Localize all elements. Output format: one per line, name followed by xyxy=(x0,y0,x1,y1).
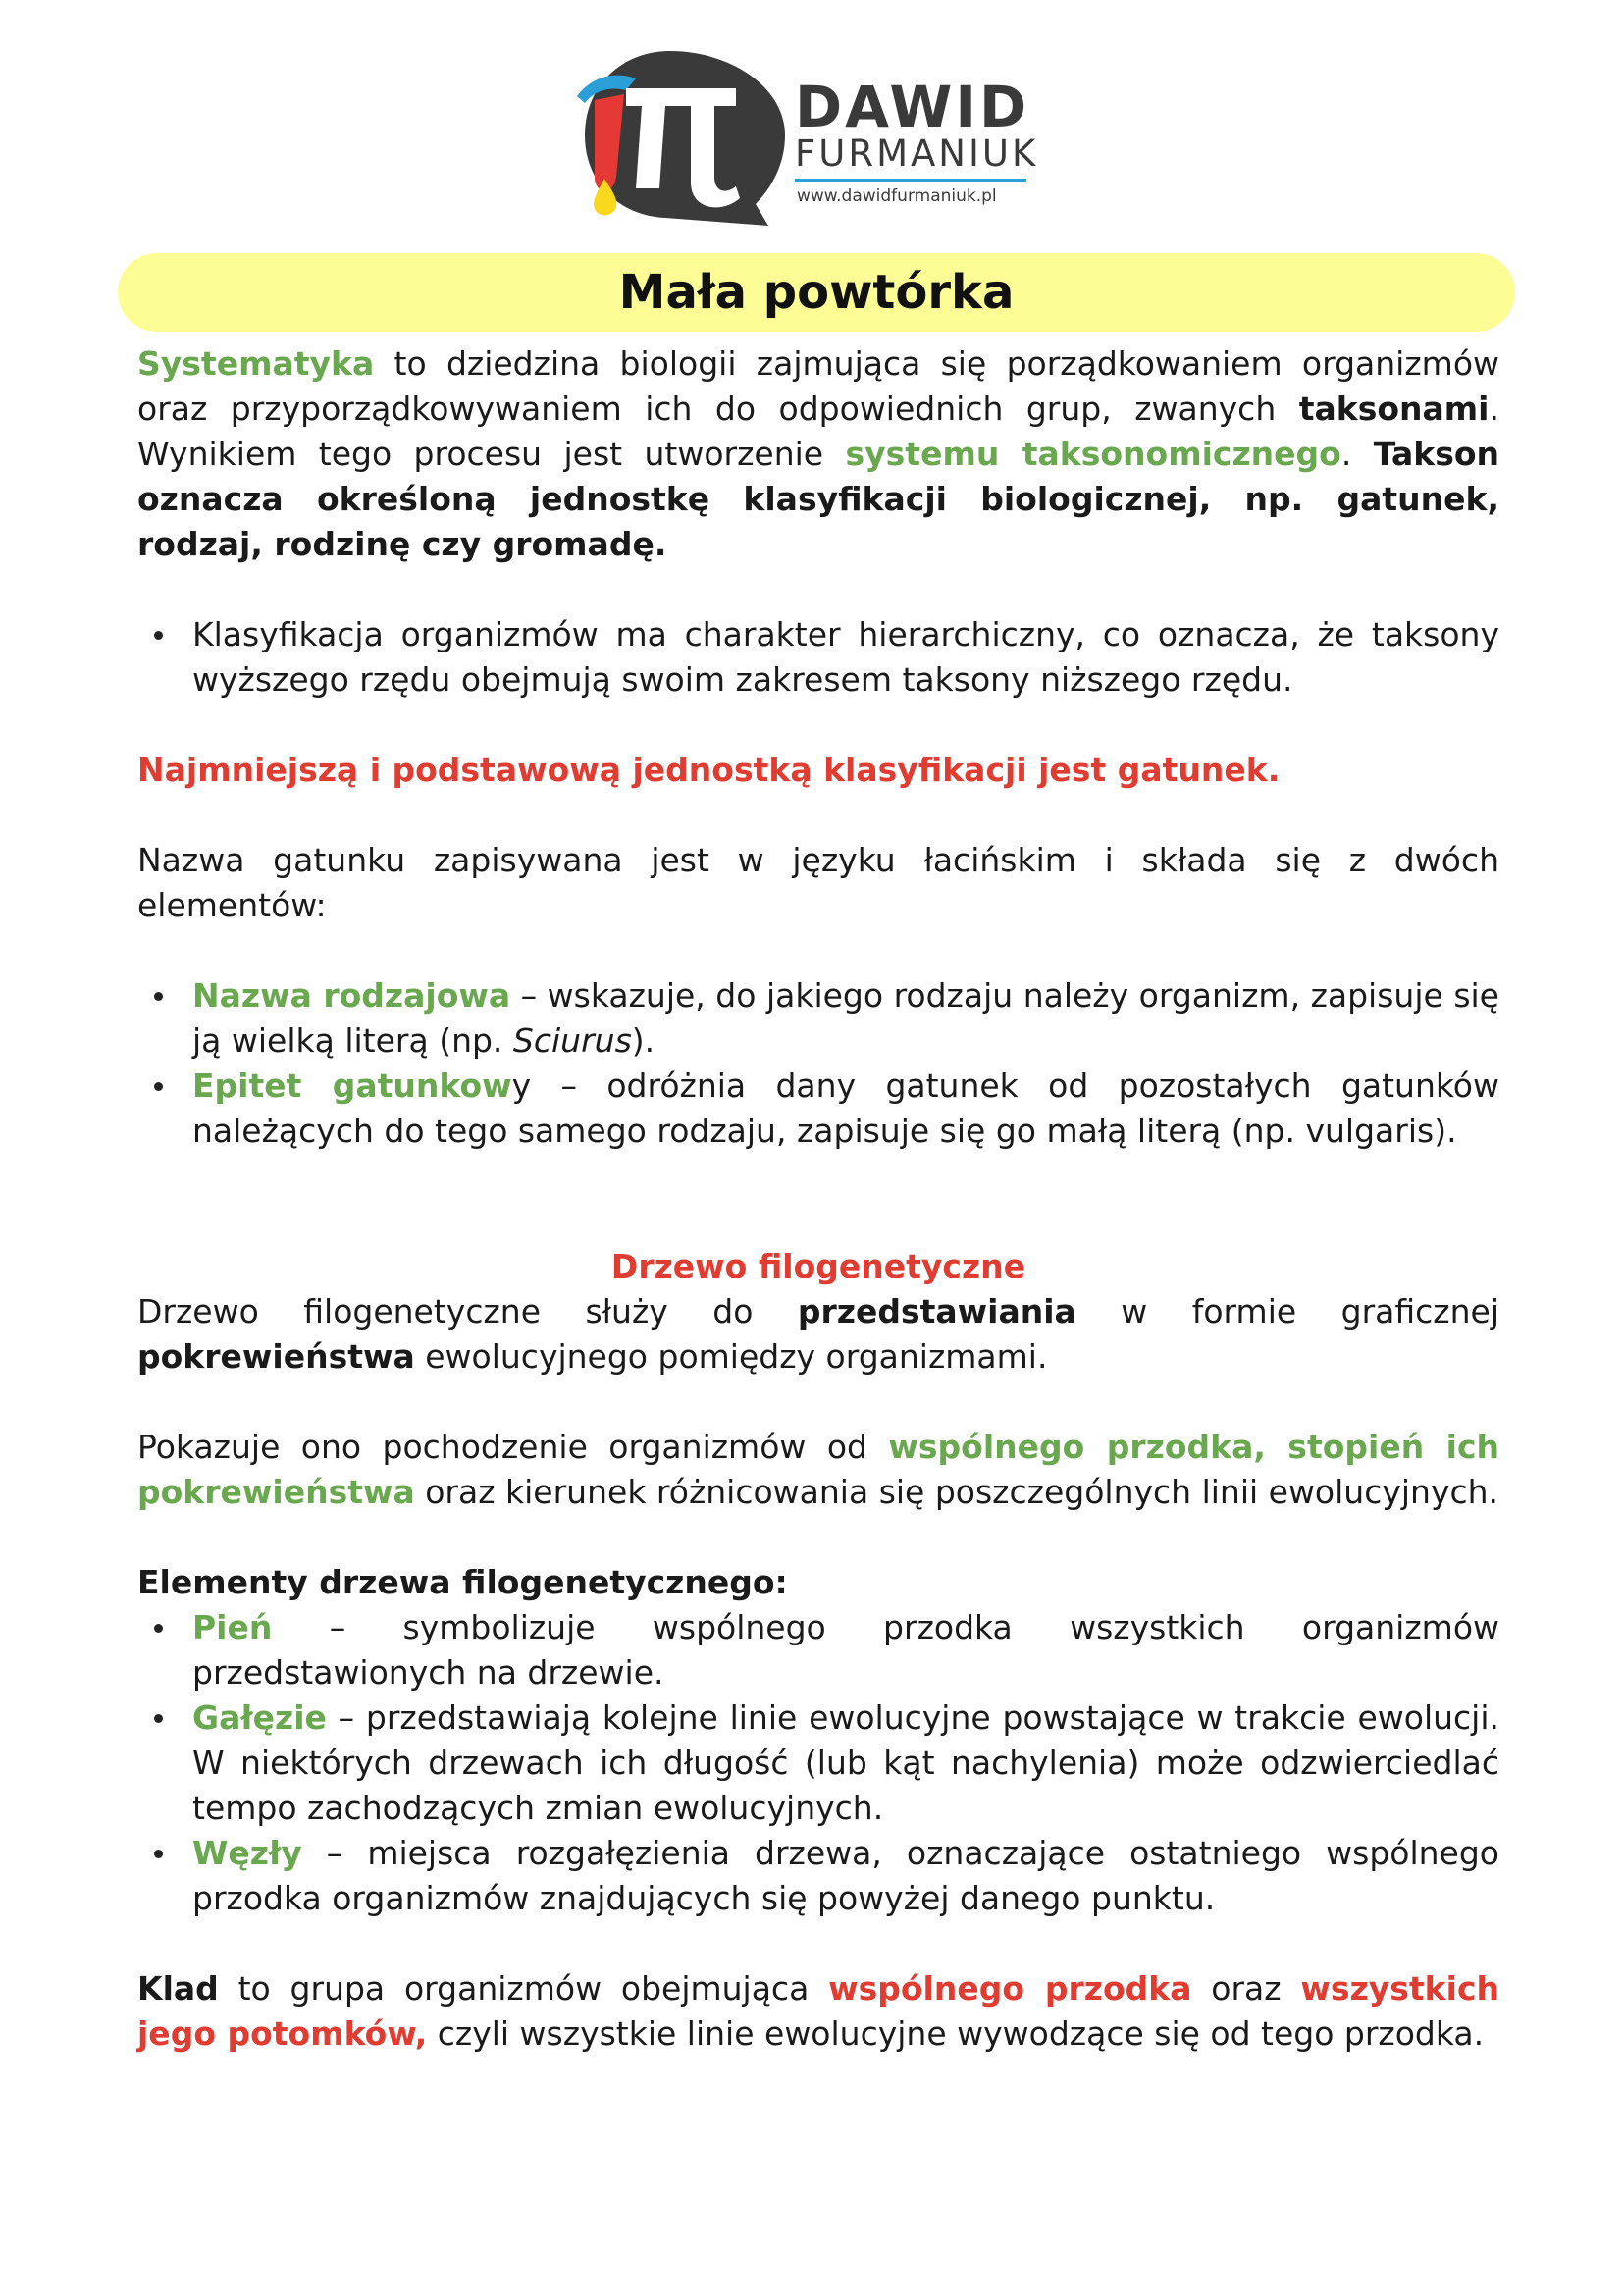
term-pien: Pień xyxy=(192,1608,273,1646)
name-parts-list xyxy=(137,973,1499,1154)
tree-paragraph-1 xyxy=(137,1289,1499,1380)
tree-p2-text-2: oraz kierunek różnicowania się poszczególnych linii ewolucyjnych. xyxy=(414,1473,1499,1511)
term-systematyka: Systematyka xyxy=(137,344,375,383)
term-taksonami: taksonami xyxy=(1298,390,1490,428)
term-pokrewienstwa: pokrewieństwa xyxy=(137,1337,415,1376)
epithet-text: y – odróżnia dany gatunek od pozostałych gatunków należących do tego samego rodzaju, zapisuje się go małą literą (np. vulgaris). xyxy=(192,1067,1499,1150)
clade-text-3: czyli wszystkie linie ewolucyjne wywodzące się od tego przodka. xyxy=(427,2014,1485,2053)
element-description: – miejsca rozgałęzienia drzewa, oznaczające ostatniego wspólnego przodka organizmów znajdujących się powyżej danego punktu. xyxy=(192,1834,1499,1917)
intro-text-2: . Wynikiem tego procesu jest utworzenie xyxy=(137,390,1499,473)
term-nazwa-rodzajowa: Nazwa rodzajowa xyxy=(192,976,511,1015)
brand-website: www.dawidfurmaniuk.pl xyxy=(797,186,997,206)
title-banner xyxy=(118,253,1515,332)
tree-paragraph-2 xyxy=(137,1425,1499,1515)
list-item xyxy=(137,1064,1499,1154)
genus-text-end: ). xyxy=(631,1021,655,1060)
elements-list xyxy=(137,1605,1499,1921)
list-item xyxy=(137,1831,1499,1921)
brand-divider xyxy=(795,179,1026,182)
term-wspolny-przodek: wspólnego przodka, stopień ich pokrewieństwa xyxy=(137,1428,1499,1511)
term-system-taksonomiczny: systemu taksonomicznego xyxy=(845,435,1341,473)
tree-heading: Drzewo filogenetyczne xyxy=(610,1247,1026,1285)
list-item xyxy=(137,1696,1499,1831)
term-klad: Klad xyxy=(137,1969,219,2008)
term-wspolnego-przodka: wspólnego przodka xyxy=(828,1969,1192,2008)
term-wszystkich-potomkow: wszystkich jego potomków, xyxy=(137,1969,1499,2053)
page-title: Mała powtórka xyxy=(618,265,1015,320)
intro-text-1: to dziedzina biologii zajmująca się porządkowaniem organizmów oraz przyporządkowywaniem ich do odpowiednich grup, zwanych xyxy=(137,344,1499,428)
species-statement: Najmniejszą i podstawową jednostką klasyfikacji jest gatunek. xyxy=(137,751,1281,789)
element-description: – przedstawiają kolejne linie ewolucyjne powstające w trakcie ewolucji. W niektórych drzewach ich długość (lub kąt nachylenia) może odzwierciedlać tempo zachodzących zmian ewolucyjnych. xyxy=(192,1698,1499,1827)
clade-paragraph xyxy=(137,1966,1499,2057)
elements-heading: Elementy drzewa filogenetycznego: xyxy=(137,1563,788,1601)
logo xyxy=(567,49,1038,231)
brand-name-line1: DAWID xyxy=(795,74,1030,140)
term-przedstawiania: przedstawiania xyxy=(797,1292,1076,1331)
tree-p1-text-2: w formie graficznej xyxy=(1075,1292,1500,1331)
intro-text-3: . xyxy=(1340,435,1374,473)
genus-example: Sciurus xyxy=(512,1021,632,1060)
term-epitet-gatunkowy: Epitet gatunkow xyxy=(192,1067,512,1105)
list-item xyxy=(137,973,1499,1064)
term-wezly: Węzły xyxy=(192,1834,302,1872)
name-intro: Nazwa gatunku zapisywana jest w języku łacińskim i składa się z dwóch elementów: xyxy=(137,841,1499,924)
document-body xyxy=(137,341,1499,2057)
list-item xyxy=(137,1605,1499,1696)
taxon-definition: Takson oznacza określoną jednostkę klasyfikacji biologicznej, np. gatunek, rodzaj, rodzinę czy gromadę. xyxy=(137,435,1499,563)
clade-text-1: to grupa organizmów obejmująca xyxy=(218,1969,829,2008)
list-item: Klasyfikacja organizmów ma charakter hierarchiczny, co oznacza, że taksony wyższego rzędu obejmują swoim zakresem taksony niższego rzędu. xyxy=(137,612,1499,703)
brand-name-line2: FURMANIUK xyxy=(795,132,1039,175)
element-description: – symbolizuje wspólnego przodka wszystkich organizmów przedstawionych na drzewie. xyxy=(192,1608,1499,1692)
tree-p2-text-1: Pokazuje ono pochodzenie organizmów od xyxy=(137,1428,889,1466)
tree-p1-text-3: ewolucyjnego pomiędzy organizmami. xyxy=(414,1337,1048,1376)
genus-text: – wskazuje, do jakiego rodzaju należy organizm, zapisuje się ją wielką literą (np. xyxy=(192,976,1499,1060)
intro-paragraph xyxy=(137,341,1499,567)
term-galezie: Gałęzie xyxy=(192,1698,327,1737)
clade-text-2: oraz xyxy=(1191,1969,1301,2008)
pi-logo-icon xyxy=(567,49,788,231)
tree-p1-text-1: Drzewo filogenetyczne służy do xyxy=(137,1292,798,1331)
hierarchy-list xyxy=(137,612,1499,703)
